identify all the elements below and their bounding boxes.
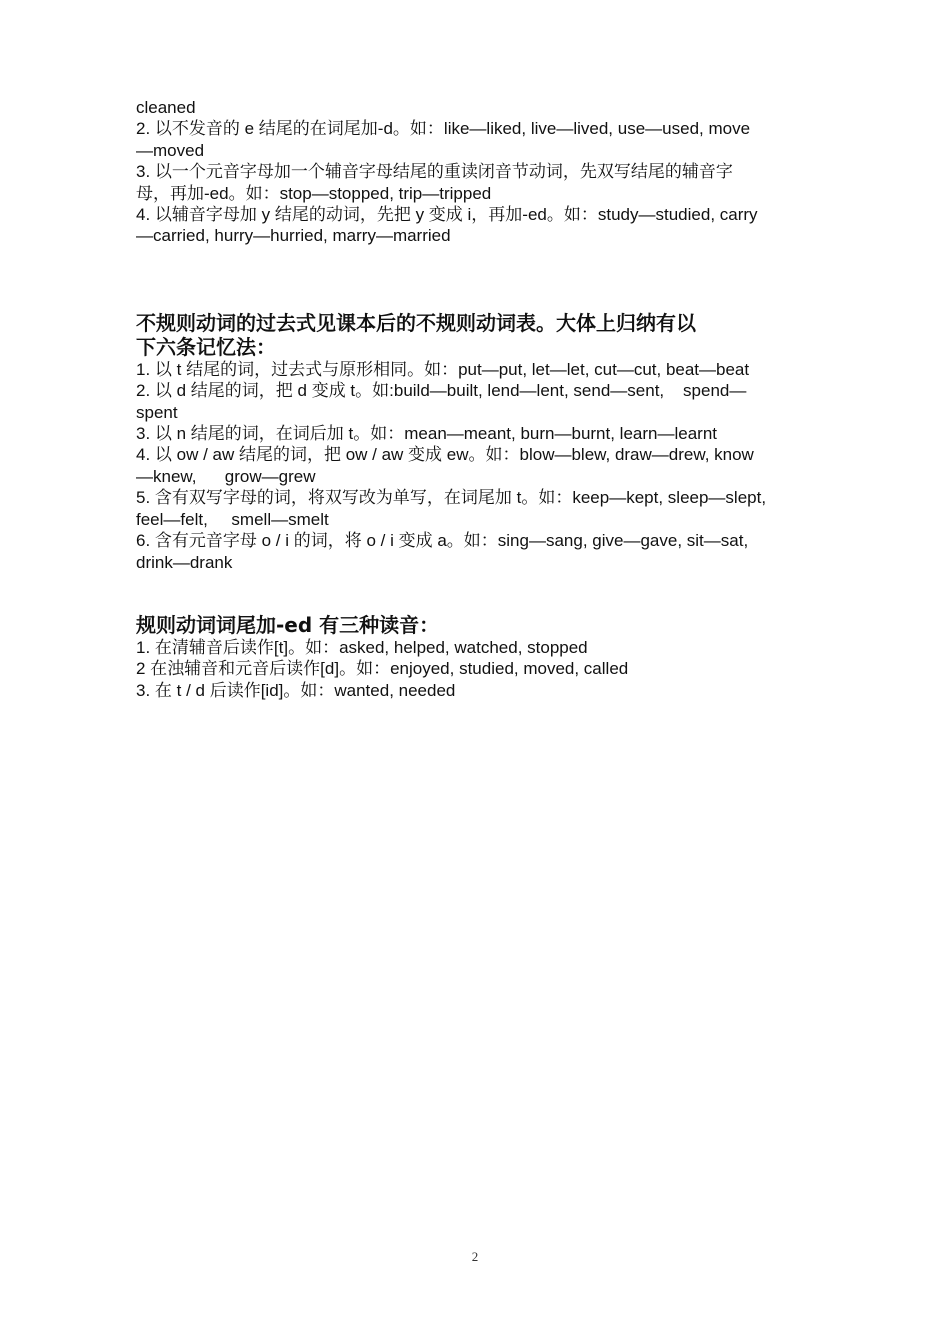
- text-line: 3. 以 n 结尾的词，在词后加 t。如：mean—meant, burn—burnt, learn—learnt: [136, 424, 718, 444]
- regular-rules-continued: [136, 97, 818, 247]
- section-heading: 不规则动词的过去式见课本后的不规则动词表。大体上归纳有以: [136, 310, 696, 335]
- text-line: 2 在浊辅音和元音后读作[d]。如：enjoyed, studied, moved, called: [136, 659, 629, 679]
- text-line: spent: [136, 402, 178, 422]
- spacer: [136, 573, 818, 613]
- text-line: 3. 以一个元音字母加一个辅音字母结尾的重读闭音节动词，先双写结尾的辅音字: [136, 162, 733, 182]
- text-line: 6. 含有元音字母 o / i 的词，将 o / i 变成 a。如：sing—sang, give—gave, sit—sat,: [136, 531, 749, 551]
- spacer: [136, 247, 818, 311]
- text-line: 4. 以辅音字母加 y 结尾的动词，先把 y 变成 i，再加-ed。如：study—studied, carry: [136, 205, 758, 225]
- text-line: 5. 含有双写字母的词，将双写改为单写，在词尾加 t。如：keep—kept, sleep—slept,: [136, 488, 767, 508]
- text-line: 1. 在清辅音后读作[t]。如：asked, helped, watched, stopped: [136, 637, 588, 657]
- text-line: 3. 在 t / d 后读作[id]。如：wanted, needed: [136, 680, 456, 700]
- text-line: —knew, grow—grew: [136, 466, 316, 486]
- section-heading: 规则动词词尾加-ed 有三种读音：: [136, 612, 440, 637]
- text-line: cleaned: [136, 98, 196, 117]
- text-line: feel—felt, smell—smelt: [136, 509, 329, 529]
- text-line: drink—drank: [136, 552, 233, 572]
- text-line: —carried, hurry—hurried, marry—married: [136, 226, 451, 246]
- document-body: [136, 97, 818, 701]
- text-line: 2. 以 d 结尾的词，把 d 变成 t。如:build—built, lend—lent, send—sent, spend—: [136, 381, 747, 401]
- irregular-section: [136, 311, 818, 573]
- text-line: —moved: [136, 140, 205, 160]
- text-line: 4. 以 ow / aw 结尾的词，把 ow / aw 变成 ew。如：blow—blew, draw—drew, know: [136, 445, 754, 465]
- pronunciation-section: [136, 613, 818, 701]
- text-line: 1. 以 t 结尾的词，过去式与原形相同。如：put—put, let—let, cut—cut, beat—beat: [136, 359, 750, 379]
- page-number: 2: [471, 1249, 479, 1264]
- text-line: 母，再加-ed。如：stop—stopped, trip—tripped: [136, 183, 492, 203]
- text-line: 2. 以不发音的 e 结尾的在词尾加-d。如：like—liked, live—lived, use—used, move: [136, 119, 751, 139]
- section-heading: 下六条记忆法：: [136, 334, 276, 359]
